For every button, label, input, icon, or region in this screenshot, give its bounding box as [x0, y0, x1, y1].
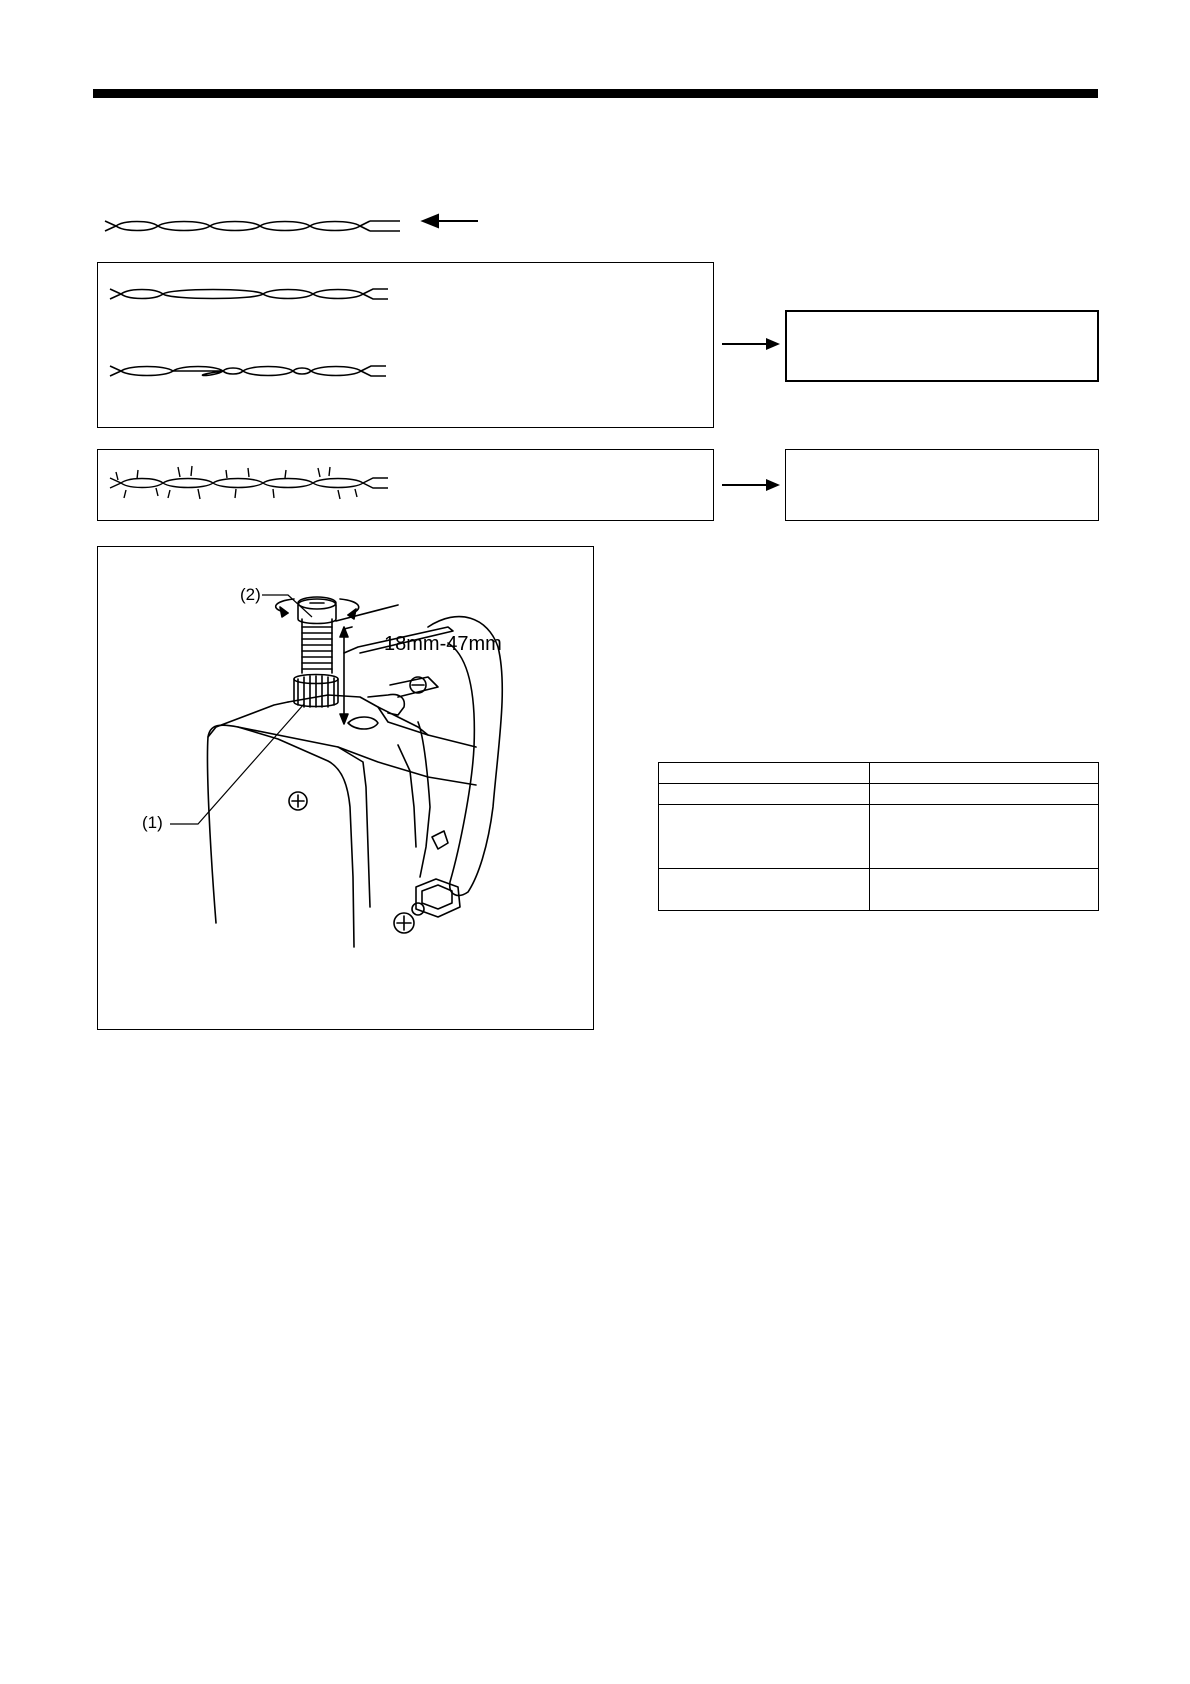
table-row: [659, 784, 1099, 805]
header-rule: [93, 89, 1098, 98]
table-row: [659, 869, 1099, 911]
table-cell: [870, 869, 1099, 911]
arrow-right-icon: [722, 476, 782, 494]
table-cell: [870, 784, 1099, 805]
arrow-right-icon: [722, 335, 782, 353]
table-cell: [870, 805, 1099, 869]
remedy-box-lower: [785, 449, 1099, 521]
table-row: [659, 805, 1099, 869]
machine-head-illustration: [98, 547, 595, 1031]
frayed-stitch-panel: [97, 449, 714, 521]
normal-stitch-line: [105, 221, 400, 231]
normal-stitch-diagram: [100, 208, 480, 240]
thread-spec-table: [658, 762, 1099, 911]
adjustment-figure-frame: [97, 546, 594, 1030]
irregular-stitch-panel: [97, 262, 714, 428]
height-range-label: 18mm-47mm: [384, 633, 502, 655]
uneven-stitch-diagram: [108, 358, 398, 388]
frayed-stitch-diagram: [108, 462, 398, 506]
table-cell: [659, 805, 870, 869]
callout-1-label: (1): [142, 813, 163, 832]
table-row: [659, 763, 1099, 784]
remedy-box-upper: [785, 310, 1099, 382]
table-cell: [659, 869, 870, 911]
callout-2-label: (2): [240, 585, 261, 604]
table-cell: [659, 763, 870, 784]
skipped-stitch-diagram: [108, 281, 398, 311]
table-cell: [659, 784, 870, 805]
sewing-direction-arrow-icon: [423, 215, 478, 227]
table-cell: [870, 763, 1099, 784]
